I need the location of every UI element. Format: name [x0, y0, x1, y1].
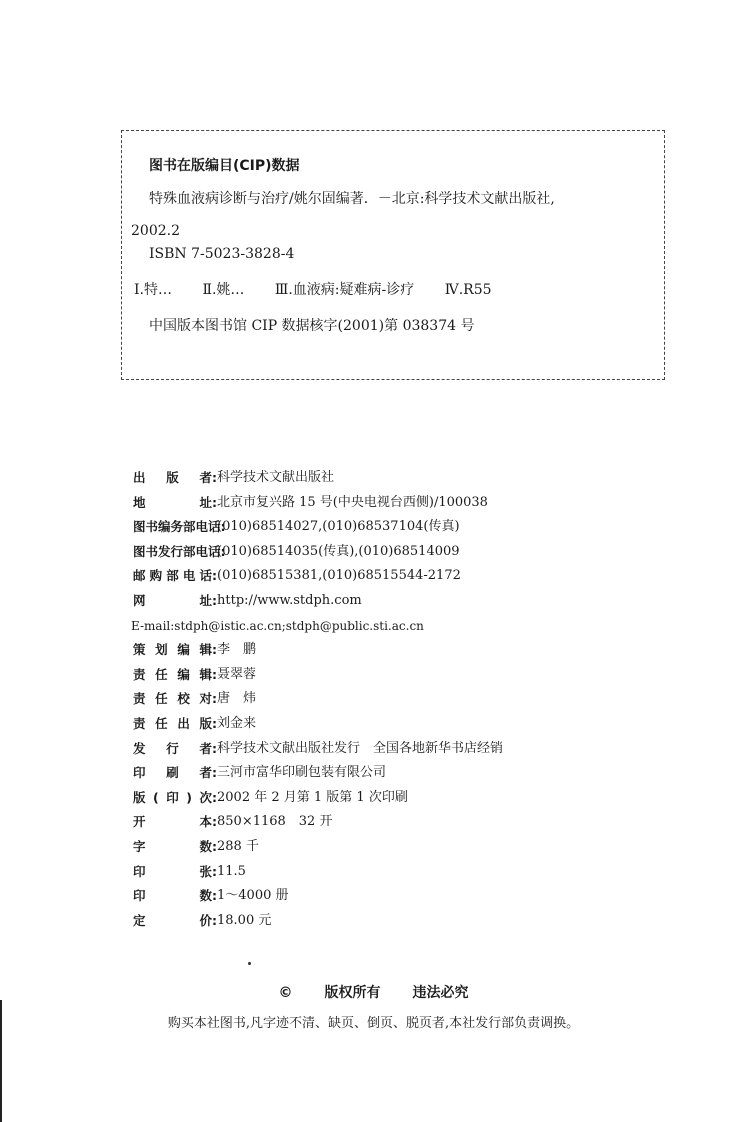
info-row-editorial-phone	[133, 515, 673, 540]
info-row-format	[133, 810, 673, 835]
cip-data-box	[121, 130, 665, 380]
cip-classification	[134, 281, 518, 299]
info-row-mail-order-phone	[133, 564, 673, 589]
info-label: 图书编务部电话:	[133, 519, 226, 535]
info-value: (010)68514027,(010)68537104(传真)	[217, 519, 460, 535]
info-value: 三河市富华印刷包装有限公司	[217, 765, 387, 781]
rights-reserved: 版权所有	[324, 985, 381, 1001]
info-label: 出 版 者:	[133, 470, 217, 485]
info-row-sheets	[133, 860, 673, 885]
info-value: 850×1168 32 开	[217, 814, 333, 830]
info-value: 18.00 元	[217, 912, 272, 928]
info-row-print-run	[133, 884, 673, 909]
cip-class-1: Ⅰ.特…	[134, 282, 172, 298]
info-row-word-count	[133, 835, 673, 860]
info-row-distributor	[133, 737, 673, 762]
info-label: 策 划 编 辑:	[133, 642, 217, 658]
info-row-email	[133, 614, 673, 639]
info-label: 网 址:	[133, 592, 217, 608]
info-label: 发 行 者:	[133, 740, 217, 756]
info-email-line: E-mail:stdph@istic.ac.cn;stdph@public.sti.ac.cn	[131, 618, 424, 633]
info-row-distribution-phone	[133, 540, 673, 565]
info-label: 责 任 校 对:	[133, 691, 217, 707]
cip-class-3: Ⅲ.血液病:疑难病-诊疗	[274, 282, 415, 298]
info-label: 图书发行部电话:	[133, 543, 226, 559]
cip-isbn: ISBN 7-5023-3828-4	[149, 246, 295, 262]
info-label: 印 数:	[133, 888, 217, 904]
info-value: 2002 年 2 月第 1 版第 1 次印刷	[217, 789, 408, 805]
copyright-icon: ©	[278, 985, 293, 1001]
info-row-edition	[133, 786, 673, 811]
publication-info	[133, 466, 673, 933]
scan-edge-line	[0, 1000, 2, 1122]
info-row-publisher	[133, 466, 673, 491]
info-label: 责 任 编 辑:	[133, 666, 217, 682]
info-label: E-mail	[131, 618, 171, 633]
info-value: 科学技术文献出版社发行 全国各地新华书店经销	[217, 740, 504, 756]
info-value: 聂翠蓉	[217, 666, 257, 682]
info-label: 开 本:	[133, 814, 217, 830]
info-value: 唐 炜	[217, 691, 257, 707]
info-value: stdph@istic.ac.cn;stdph@public.sti.ac.cn	[174, 618, 424, 633]
cip-main-entry: 特殊血液病诊断与治疗/姚尔固编著．－北京:科学技术文献出版社,	[149, 191, 555, 207]
exchange-notice: 购买本社图书,凡字迹不清、缺页、倒页、脱页者,本社发行部负责调换。	[167, 1016, 580, 1031]
info-row-responsible-editor	[133, 663, 673, 688]
cip-record-number: 中国版本图书馆 CIP 数据核字(2001)第 038374 号	[149, 318, 475, 334]
info-value: http://www.stdph.com	[217, 592, 362, 608]
stray-mark	[248, 962, 251, 965]
info-row-planning-editor	[133, 638, 673, 663]
info-row-proofreader	[133, 687, 673, 712]
info-label: 邮 购 部 电 话:	[133, 568, 217, 584]
cip-title: 图书在版编目(CIP)数据	[149, 158, 300, 174]
info-value: (010)68515381,(010)68515544-2172	[217, 568, 461, 584]
cip-main-entry-date: 2002.2	[131, 223, 180, 239]
infringement-warning: 违法必究	[412, 985, 469, 1001]
cip-class-4: Ⅳ.R55	[444, 282, 492, 298]
info-label: 字 数:	[133, 838, 217, 854]
info-row-printer	[133, 761, 673, 786]
info-label: 责 任 出 版:	[133, 715, 217, 731]
info-value: 刘金来	[217, 715, 257, 731]
info-value: 北京市复兴路 15 号(中央电视台西侧)/100038	[217, 494, 488, 510]
info-label: 印 张:	[133, 863, 217, 879]
info-label: 版 ( 印 ) 次:	[133, 789, 217, 805]
info-label: 地 址:	[133, 494, 217, 510]
info-value: (010)68514035(传真),(010)68514009	[217, 543, 460, 559]
info-value: 1～4000 册	[217, 888, 289, 904]
copyright-line	[0, 982, 747, 1002]
info-row-website	[133, 589, 673, 614]
info-label: 定 价:	[133, 912, 217, 928]
info-value: 288 千	[217, 838, 259, 854]
info-value: 11.5	[217, 863, 246, 879]
info-row-production	[133, 712, 673, 737]
info-value: 李 鹏	[217, 642, 257, 658]
cip-class-2: Ⅱ.姚…	[202, 282, 245, 298]
info-value: 科学技术文献出版社	[217, 470, 335, 485]
info-row-price	[133, 909, 673, 934]
info-label: 印 刷 者:	[133, 765, 217, 781]
info-row-address	[133, 491, 673, 516]
